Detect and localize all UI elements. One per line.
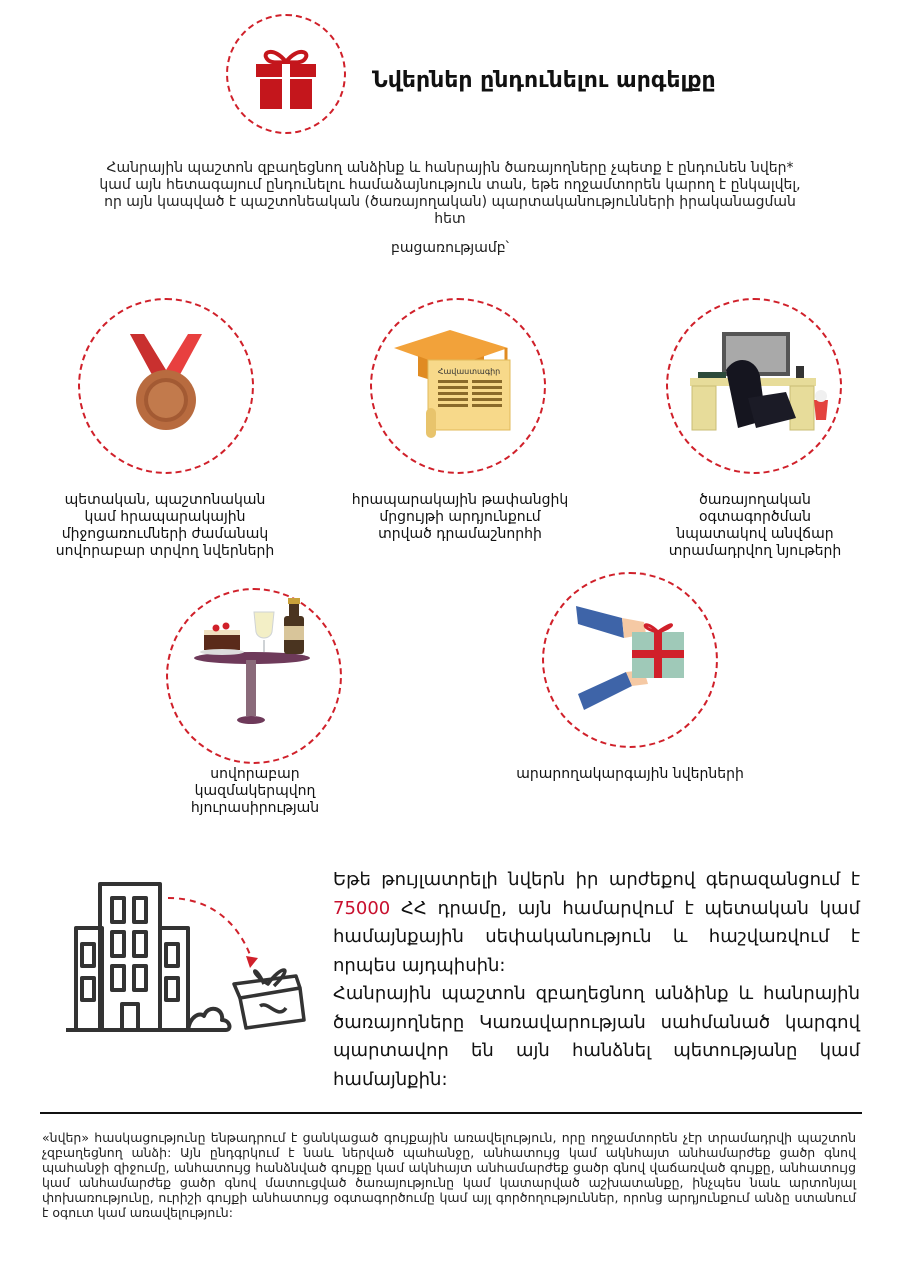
exception-caption-5 xyxy=(480,766,780,783)
gift-handover-icon xyxy=(574,600,698,720)
caption-line: տրամադրվող նյութերի xyxy=(668,543,842,559)
caption-line: սովորաբար xyxy=(210,766,300,782)
diploma-text: Հավաստագիր xyxy=(437,367,501,376)
threshold-text-before: Եթե թույլատրելի նվերն իր արժեքով գերազանցում է xyxy=(333,869,860,890)
office-supplies-icon xyxy=(686,328,836,442)
exception-caption-4 xyxy=(130,766,380,817)
caption-line: հյուրասիրության xyxy=(190,800,320,816)
exception-caption-1 xyxy=(40,492,290,560)
threshold-text xyxy=(333,866,860,1094)
caption-line: սովորաբար տրվող նվերների xyxy=(55,543,275,559)
exception-caption-2 xyxy=(330,492,590,543)
caption-line: կազմակերպվող xyxy=(194,783,316,799)
footnote-divider xyxy=(40,1112,862,1114)
caption-line: ծառայողական xyxy=(699,492,811,508)
caption-line: օգտագործման xyxy=(698,509,812,525)
caption-line: մրցույթի արդյունքում xyxy=(379,509,541,525)
gift-icon xyxy=(252,44,320,112)
footnote: «նվեր» հասկացությունը ենթադրում է ցանկացած գույքային առավելություն, որը ողջամտորեն չէր տրամադրվի պաշտոն չզբաղեցնող անձի: Այն ընդգրկում է նաև ներված պահանջը, անհատույց կամ ակնհայտ անհամարժեք ցածր գնով պահանջի զիջումը, անհատույց հանձնված գույքը կամ ակնհայտ անհամարժեք ցածր գնով վաճառված գույքը, անհատույց կամ անհամարժեք ցածր գնով մատուցված ծառայությունը կամ կատարված աշխատանքը, ինչպես նաև արտոնյալ փոխառությունը, ուրիշի գույքի անհատույց օգտագործումը կամ այլ գործողություններ, որոնց արդյունքում անձը ստանում է օգուտ կամ առավելություն: xyxy=(42,1130,856,1220)
caption-line: տրված դրամաշնորհի xyxy=(378,526,542,542)
intro-text: Հանրային պաշտոն զբաղեցնող անձինք և հանրային ծառայողները չպետք է ընդունեն նվեր* կամ այն հետագայում ընդունելու համաձայնություն տան, եթե ողջամտորեն կարող է ընկալվել, որ այն կապված է պաշտոնեական (ծառայողական) պարտականությունների իրականացման հետ xyxy=(99,160,801,227)
caption-line: պետական, պաշտոնական xyxy=(64,492,266,508)
caption-line: նպատակով անվճար xyxy=(676,526,834,542)
caption-line: արարողակարգային նվերների xyxy=(516,766,744,782)
dinner-table-icon xyxy=(190,596,320,726)
building-gift-icon xyxy=(64,880,324,1036)
page-title: Նվերներ ընդունելու արգելքը xyxy=(372,68,716,93)
exception-caption-3 xyxy=(650,492,860,560)
threshold-text-second: Հանրային պաշտոն զբաղեցնող անձինք և հանրային ծառայողները Կառավարության սահմանած կարգով պարտավոր են այն հանձնել պետությանը կամ համայնքին: xyxy=(333,983,860,1090)
caption-line: հրապարակային թափանցիկ xyxy=(351,492,569,508)
threshold-amount: 75000 xyxy=(333,897,391,919)
threshold-text-after: ՀՀ դրամը, այն համարվում է պետական կամ համայնքային սեփականություն և հաշվառվում է որպես այդպիսին: xyxy=(333,897,860,976)
graduation-diploma-icon xyxy=(388,326,528,442)
caption-line: միջոցառումների ժամանակ xyxy=(61,526,269,542)
exceptions-label: բացառությամբ՝ xyxy=(391,240,509,256)
caption-line: կամ հրապարակային xyxy=(84,509,246,525)
medal-icon xyxy=(120,330,212,434)
